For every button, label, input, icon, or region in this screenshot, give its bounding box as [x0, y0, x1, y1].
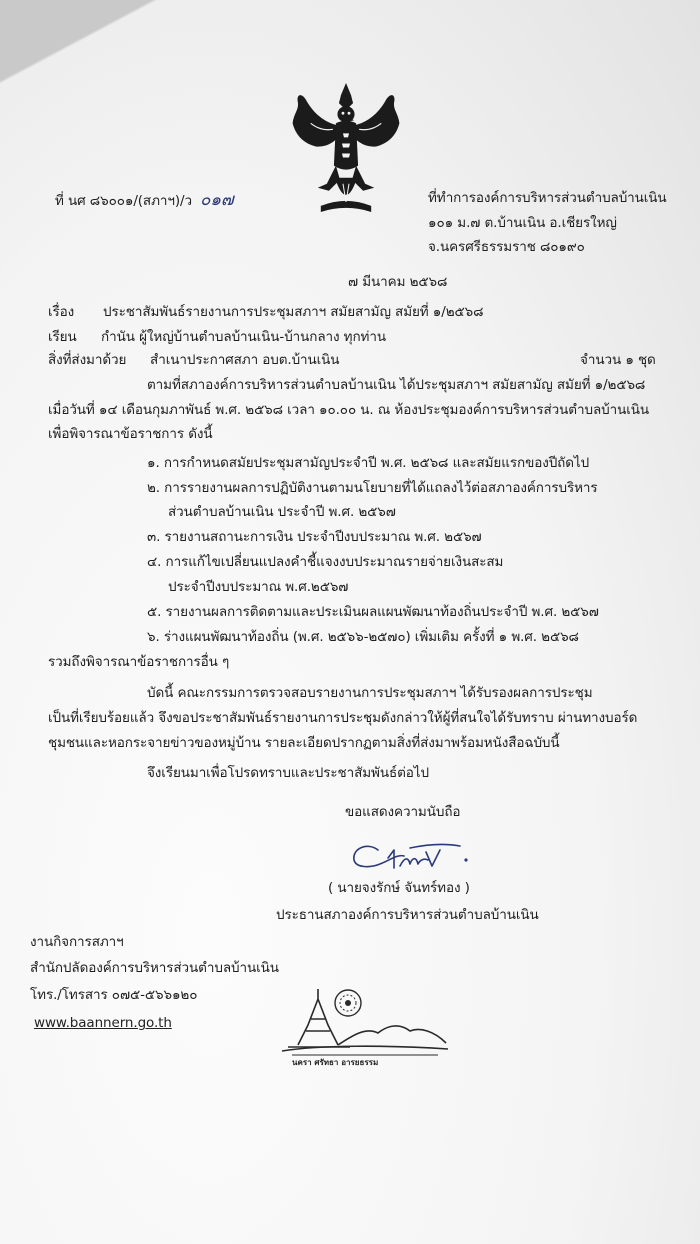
handwritten-signature: [348, 838, 473, 878]
signatory-position: ประธานสภาองค์การบริหารส่วนตำบลบ้านเนิน: [276, 907, 539, 923]
paragraph-line: เป็นที่เรียบร้อยแล้ว จึงขอประชาสัมพันธ์รายงานการประชุมดังกล่าวให้ผู้ที่สนใจได้รับทราบ ผ่านทางบอร์ด: [48, 710, 638, 726]
organization-logo: [278, 985, 453, 1070]
agenda-item: ๑. การกำหนดสมัยประชุมสามัญประจำปี พ.ศ. ๒๕๖๘ และสมัยแรกของปีถัดไป: [147, 455, 590, 471]
sender-address-line: ๑๐๑ ม.๗ ต.บ้านเนิน อ.เชียรใหญ่: [428, 215, 617, 231]
subject-label: เรื่อง: [48, 304, 75, 320]
agenda-item-continuation: ประจำปีงบประมาณ พ.ศ.๒๕๖๗: [168, 579, 349, 595]
paragraph-line: เมื่อวันที่ ๑๔ เดือนกุมภาพันธ์ พ.ศ. ๒๕๖๘ เวลา ๑๐.๐๐ น. ณ ห้องประชุมองค์การบริหารส่วนตำบลบ้านเนิน: [48, 402, 650, 418]
agenda-closing: รวมถึงพิจารณาข้อราชการอื่น ๆ: [48, 654, 230, 670]
document-number-handwritten: ๐๑๗: [199, 190, 234, 210]
agenda-item-continuation: ส่วนตำบลบ้านเนิน ประจำปี พ.ศ. ๒๕๖๗: [168, 504, 396, 520]
paragraph-line: ชุมชนและหอกระจายข่าวของหมู่บ้าน รายละเอียดปรากฏตามสิ่งที่ส่งมาพร้อมหนังสือฉบับนี้: [48, 735, 560, 751]
emblem-circle-icon: [335, 990, 361, 1016]
document-number-prefix: ที่ นศ ๘๖๐๐๑/(สภาฯ)/ว: [55, 193, 192, 209]
document-date: ๗ มีนาคม ๒๕๖๘: [348, 274, 448, 290]
agenda-item: ๔. การแก้ไขเปลี่ยนแปลงคำชี้แจงงบประมาณรายจ่ายเงินสะสม: [147, 554, 504, 570]
agenda-item: ๕. รายงานผลการติดตามและประเมินผลแผนพัฒนาท้องถิ่นประจำปี พ.ศ. ๒๕๖๗: [147, 604, 599, 620]
agenda-item: ๖. ร่างแผนพัฒนาท้องถิ่น (พ.ศ. ๒๕๖๖-๒๕๗๐) เพิ่มเติม ครั้งที่ ๑ พ.ศ. ๒๕๖๘: [147, 629, 579, 645]
signatory-name: ( นายจงรักษ์ จันทร์ทอง ): [328, 880, 470, 896]
enclosure-label: สิ่งที่ส่งมาด้วย: [48, 352, 127, 368]
paragraph-line: ตามที่สภาองค์การบริหารส่วนตำบลบ้านเนิน ได้ประชุมสภาฯ สมัยสามัญ สมัยที่ ๑/๒๕๖๘: [147, 377, 646, 393]
recipient-text: กำนัน ผู้ใหญ่บ้านตำบลบ้านเนิน-บ้านกลาง ทุกท่าน: [101, 329, 386, 345]
subject-text: ประชาสัมพันธ์รายงานการประชุมสภาฯ สมัยสามัญ สมัยที่ ๑/๒๕๖๘: [103, 304, 484, 320]
sender-address-line: จ.นครศรีธรรมราช ๘๐๑๙๐: [428, 239, 585, 255]
paragraph-line: เพื่อพิจารณาข้อราชการ ดังนี้: [48, 426, 213, 442]
agenda-item: ๒. การรายงานผลการปฏิบัติงานตามนโยบายที่ได้แถลงไว้ต่อสภาองค์การบริหาร: [147, 480, 598, 496]
garuda-emblem-icon: [290, 83, 402, 219]
footer-office: สำนักปลัดองค์การบริหารส่วนตำบลบ้านเนิน: [30, 960, 279, 976]
footer-unit: งานกิจการสภาฯ: [30, 934, 124, 950]
recipient-label: เรียน: [48, 329, 77, 345]
document-number: [55, 190, 234, 211]
request-line: จึงเรียนมาเพื่อโปรดทราบและประชาสัมพันธ์ต่อไป: [147, 765, 429, 781]
enclosure-quantity: จำนวน ๑ ชุด: [580, 352, 656, 368]
agenda-item: ๓. รายงานสถานะการเงิน ประจำปีงบประมาณ พ.ศ. ๒๕๖๗: [147, 529, 482, 545]
enclosure-text: สำเนาประกาศสภา อบต.บ้านเนิน: [150, 352, 340, 368]
closing-salutation: ขอแสดงความนับถือ: [345, 804, 461, 820]
logo-text: นครา ศรัทธา อารยธรรม: [292, 1058, 379, 1067]
paragraph-line: บัดนี้ คณะกรรมการตรวจสอบรายงานการประชุมสภาฯ ได้รับรองผลการประชุม: [147, 685, 593, 701]
footer-phone: โทร./โทรสาร ๐๗๕-๕๖๖๑๒๐: [30, 987, 198, 1003]
website-link[interactable]: www.baannern.go.th: [34, 1015, 172, 1031]
sender-address-line: ที่ทำการองค์การบริหารส่วนตำบลบ้านเนิน: [428, 190, 667, 206]
